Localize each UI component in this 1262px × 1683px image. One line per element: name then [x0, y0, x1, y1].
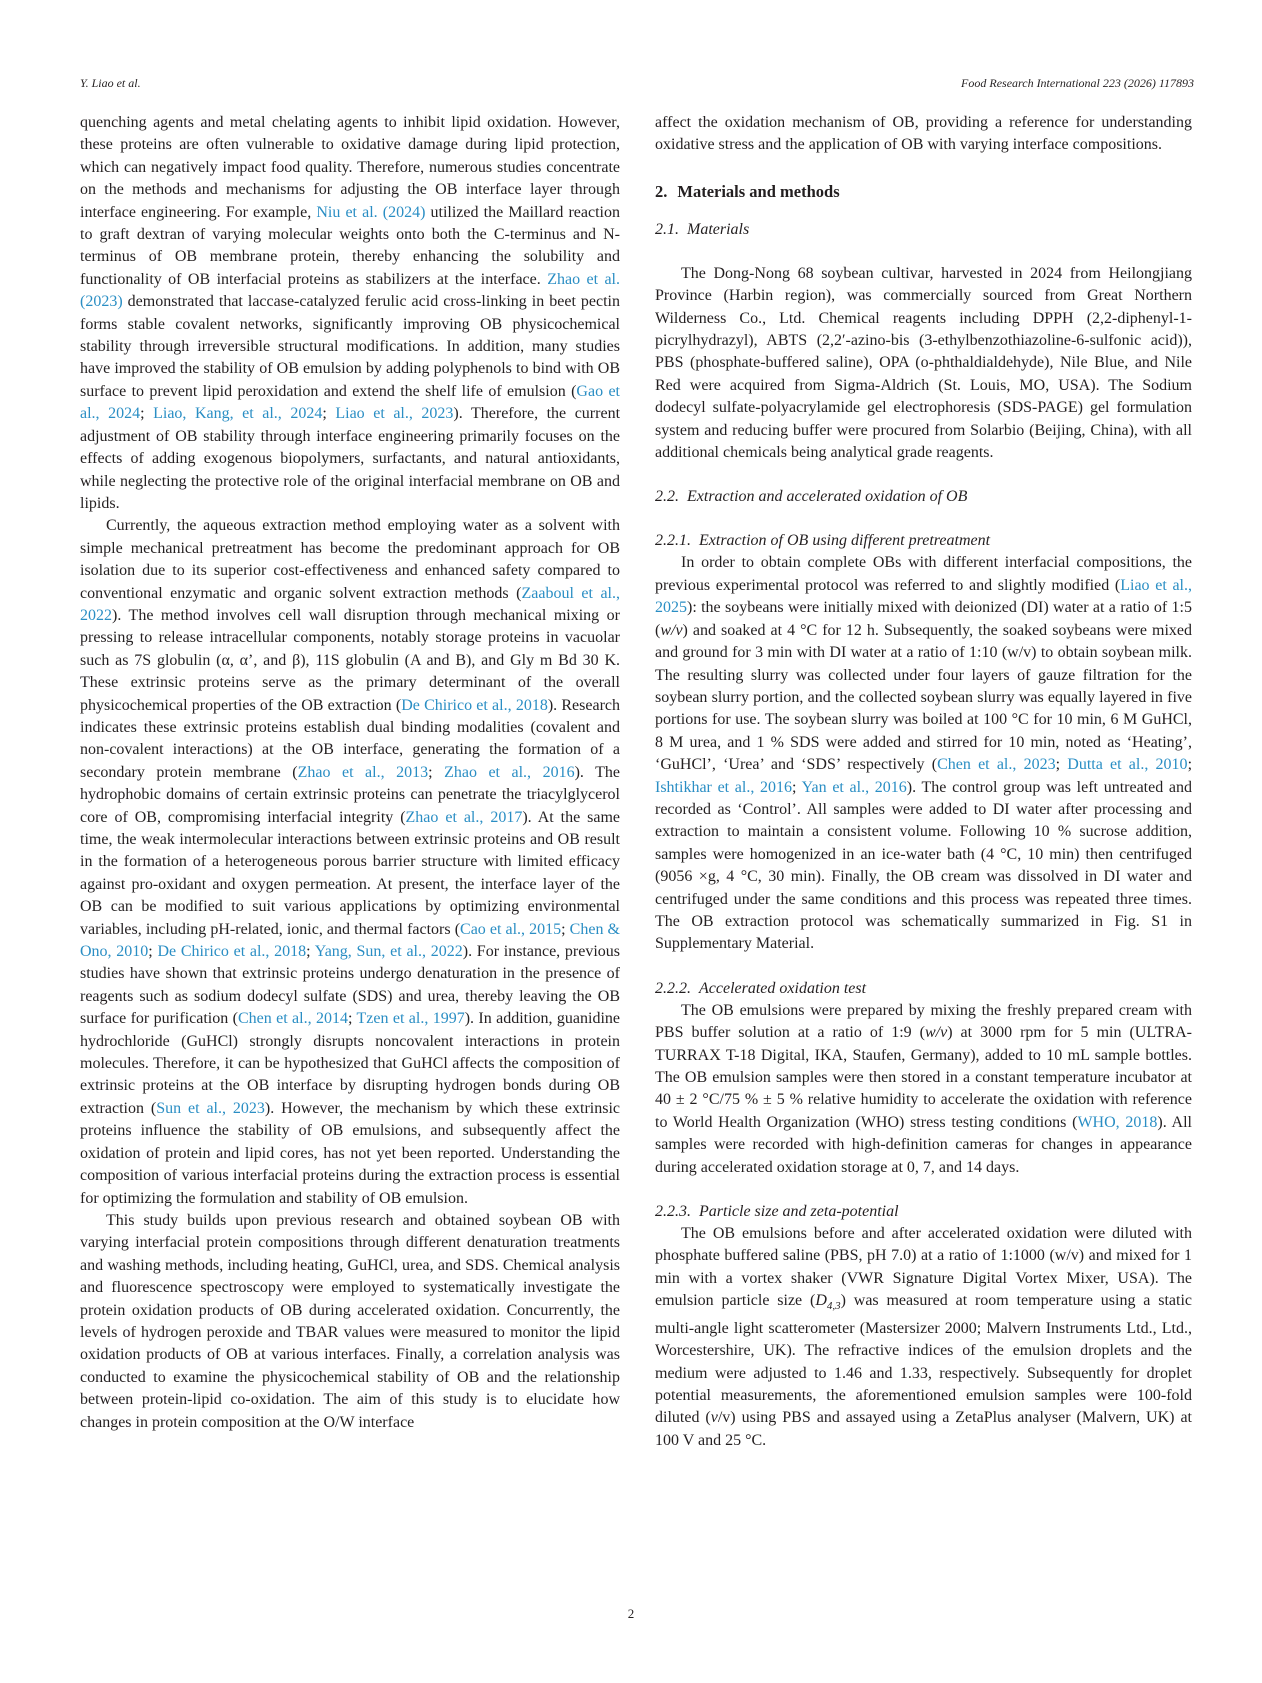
- accelerated-oxidation-paragraph: The OB emulsions were prepared by mixing the freshly prepared cream with PBS buffer solution at a ratio of 1:9 (w/v) at 3000 rpm for 5 min (ULTRA-TURRAX T-18 Digital, IKA, Staufen, Germany), added to 10 mL sample bottles. The OB emulsion samples were then stored in a constant temperature incubator at 40 ± 2 °C/75 % ± 5 % relative humidity to accelerate the oxidation with reference to World Health Organization (WHO) stress testing conditions (WHO, 2018). All samples were recorded with high-definition cameras for changes in appearance during accelerated oxidation storage at 0, 7, and 14 days.: [655, 1001, 1192, 1176]
- intro-paragraph-1: quenching agents and metal chelating agents to inhibit lipid oxidation. However, these proteins are often vulnerable to oxidative damage during lipid protection, which can negatively impact food quality. Therefore, numerous studies concentrate on the methods and mechanisms for adjusting the OB interface layer through interface engineering. For example, Niu et al. (2024) utilized the Maillard reaction to graft dextran of varying molecular weights onto both the C-terminus and N-terminus of OB membrane protein, thereby enhancing the solubility and functionality of OB interfacial proteins as stabilizers at the interface. Zhao et al. (2023) demonstrated that laccase-catalyzed ferulic acid cross-linking in beet pectin forms stable covalent networks, significantly improving OB physicochemical stability through irreversible structural modifications. In addition, many studies have improved the stability of OB emulsion by adding polyphenols to bind with OB surface to prevent lipid peroxidation and extend the shelf life of emulsion (Gao et al., 2024; Liao, Kang, et al., 2024; Liao et al., 2023). Therefore, the current adjustment of OB stability through interface engineering primarily focuses on the effects of adding exogenous biopolymers, surfactants, and natural antioxidants, while neglecting the protective role of the original interfacial membrane on OB and lipids.: [80, 114, 621, 512]
- running-head-authors: Y. Liao et al.: [80, 76, 141, 90]
- citation-link[interactable]: Yang, Sun, et al., 2022: [314, 943, 463, 961]
- citation-link[interactable]: Cao et al., 2015: [460, 920, 562, 938]
- subsubsection-heading-particle-size: 2.2.3. Particle size and zeta-potential: [655, 1203, 899, 1221]
- subsubsection-heading-pretreatment: 2.2.1. Extraction of OB using different pretreatment: [655, 532, 991, 550]
- citation-link[interactable]: Sun et al., 2023: [156, 1099, 265, 1117]
- citation-link[interactable]: Chen et al., 2014: [237, 1010, 348, 1028]
- citation-link[interactable]: Zhao et al., 2016: [444, 763, 575, 781]
- running-head-journal: Food Research International 223 (2026) 117893: [961, 76, 1194, 90]
- citation-link[interactable]: Zhao et al., 2013: [297, 763, 429, 781]
- citation-link[interactable]: Niu et al. (2024): [316, 203, 426, 221]
- citation-link[interactable]: Zaaboul et al., 2022: [80, 584, 621, 624]
- citation-link[interactable]: Chen et al., 2023: [937, 756, 1056, 774]
- citation-link[interactable]: Zhao et al. (2023): [80, 270, 621, 311]
- citation-link[interactable]: Tzen et al., 1997: [356, 1010, 465, 1028]
- citation-link[interactable]: Liao, Kang, et al., 2024: [153, 405, 323, 423]
- citation-link[interactable]: WHO, 2018: [1077, 1113, 1158, 1131]
- citation-link[interactable]: Gao et al., 2024: [80, 382, 621, 423]
- right-column: [655, 112, 1192, 1452]
- intro-paragraph-3: This study builds upon previous research and obtained soybean OB with varying interfacial protein compositions through different denaturation treatments and washing methods, including heating, GuHCl, urea, and SDS. Chemical analysis and fluorescence spectroscopy were employed to systematically investigate the protein oxidation products of OB during accelerated oxidation. Concurrently, the levels of hydrogen peroxide and TBAR values were measured to monitor the lipid oxidation products of OB at various interfaces. Finally, a correlation analysis was conducted to examine the physicochemical stability of OB and the relationship between protein-lipid co-oxidation. The aim of this study is to elucidate how changes in protein composition at the O/W interface: [80, 1211, 620, 1431]
- intro-paragraph-continued: affect the oxidation mechanism of OB, providing a reference for understanding oxidative stress and the application of OB with varying interface compositions.: [655, 114, 1192, 154]
- left-column: [80, 112, 620, 1434]
- citation-link[interactable]: Chen & Ono, 2010: [80, 920, 620, 961]
- page-number: 2: [627, 1606, 635, 1621]
- materials-paragraph: The Dong-Nong 68 soybean cultivar, harvested in 2024 from Heilongjiang Province (Harbin region), was commercially sourced from Great Northern Wilderness Co., Ltd. Chemical reagents including DPPH (2,2-diphenyl-1-picrylhydrazyl), ABTS (2,2′-azino-bis (3-ethylbenzothiazoline-6-sulfonic acid)), PBS (phosphate-buffered saline), OPA (o-phthaldialdehyde), Nile Blue, and Nile Red were acquired from Sigma-Aldrich (St. Louis, MO, USA). The Sodium dodecyl sulfate-polyacrylamide gel electrophoresis (SDS-PAGE) gel formulation system and reducing buffer were procured from Solarbio (Beijing, China), with all additional chemicals being analytical grade reagents.: [655, 264, 1192, 462]
- particle-size-paragraph: The OB emulsions before and after accelerated oxidation were diluted with phosphate buffered saline (PBS, pH 7.0) at a ratio of 1:1000 (w/v) and mixed for 1 min with a vortex shaker (VWR Signature Digital Vortex Mixer, USA). The emulsion particle size $(D_{4,3})$ was measured at room temperature using a static multi-angle light scatterometer (Mastersizer 2000; Malvern Instruments Ltd., Ltd., Worcestershire, UK). The refractive indices of the emulsion droplets and the medium were adjusted to 1.46 and 1.33, respectively. Subsequently for droplet potential measurements, the aforementioned emulsion samples were 100-fold diluted (v/v) using PBS and assayed using a ZetaPlus analyser (Malvern, UK) at 100 V and 25 °C.: [655, 1225, 1193, 1449]
- citation-link[interactable]: Dutta et al., 2010: [1067, 756, 1188, 774]
- subsection-heading-materials: 2.1. Materials: [655, 220, 750, 238]
- subsection-heading-extraction: 2.2. Extraction and accelerated oxidation of OB: [655, 488, 968, 506]
- citation-link[interactable]: Zhao et al., 2017: [405, 808, 523, 826]
- citation-link[interactable]: De Chirico et al., 2018: [157, 943, 307, 961]
- citation-link[interactable]: Ishtikhar et al., 2016: [655, 778, 793, 796]
- pretreatment-paragraph: In order to obtain complete OBs with different interfacial compositions, the previous experimental protocol was referred to and slightly modified (Liao et al., 2025): the soybeans were initially mixed with deionized (DI) water at a ratio of 1:5 (w/v) and soaked at 4 °C for 12 h. Subsequently, the soaked soybeans were mixed and ground for 3 min with DI water at a ratio of 1:10 (w/v) to obtain soybean milk. The resulting slurry was collected under four layers of gauze filtration for the soybean slurry portion, and the collected soybean slurry was equally layered in five portions for use. The soybean slurry was boiled at 100 °C for 10 min, 6 M GuHCl, 8 M urea, and 1 % SDS were added and stirred for 10 min, noted as ‘Heating’, ‘GuHCl’, ‘Urea’ and ‘SDS’ respectively (Chen et al., 2023; Dutta et al., 2010; Ishtikhar et al., 2016; Yan et al., 2016). The control group was left untreated and recorded as ‘Control’. All samples were added to DI water after processing and extraction to maintain a consistent volume. Following 10 % sucrose addition, samples were homogenized in an ice-water bath (4 °C, 10 min) then centrifuged (9056 ×g, 4 °C, 30 min). Finally, the OB cream was dissolved in DI water and centrifuged under the same conditions and this process was repeated three times. The OB extraction protocol was schematically summarized in Fig. S1 in Supplementary Material.: [655, 554, 1193, 953]
- citation-link[interactable]: Liao et al., 2025: [655, 576, 1192, 617]
- intro-paragraph-2: Currently, the aqueous extraction method employing water as a solvent with simple mechanical pretreatment has become the predominant approach for OB isolation due to its superior cost-effectiveness and enhanced safety compared to conventional enzymatic and organic solvent extraction methods (Zaaboul et al., 2022). The method involves cell wall disruption through mechanical mixing or pressing to release intracellular components, notably storage proteins in vacuolar such as 7S globulin (α, α’, and β), 11S globulin (A and B), and Gly m Bd 30 K. These extrinsic proteins serve as the primary determinant of the overall physicochemical properties of the OB extraction (De Chirico et al., 2018). Research indicates these extrinsic proteins establish dual binding modalities (covalent and non-covalent interactions) at the OB interface, generating the formation of a secondary protein membrane (Zhao et al., 2013; Zhao et al., 2016). The hydrophobic domains of certain extrinsic proteins can penetrate the triacylglycerol core of OB, compromising interfacial integrity (Zhao et al., 2017). At the same time, the weak intermolecular interactions between extrinsic proteins and OB result in the formation of a heterogeneous porous barrier structure with limited efficacy against pro-oxidant and oxygen permeation. At present, the interface layer of the OB can be modified to suit various applications by optimizing environmental variables, including pH-related, ionic, and thermal factors (Cao et al., 2015; Chen & Ono, 2010; De Chirico et al., 2018; Yang, Sun, et al., 2022). For instance, previous studies have shown that extrinsic proteins undergo denaturation in the presence of reagents such as sodium dodecyl sulfate (SDS) and urea, thereby leaving the OB surface for purification (Chen et al., 2014; Tzen et al., 1997). In addition, guanidine hydrochloride (GuHCl) strongly disrupts noncovalent interactions in protein molecules. Therefore, it can be hypothesized that GuHCl affects the composition of extrinsic proteins at the OB interface by disrupting hydrogen bonds during OB extraction (Sun et al., 2023). However, the mechanism by which these extrinsic proteins influence the stability of OB emulsions, and subsequently affect the oxidation of protein and lipid cores, has not yet been reported. Understanding the composition of various interfacial proteins during the extraction process is essential for optimizing the formulation and stability of OB emulsion.: [80, 517, 621, 1207]
- citation-link[interactable]: Liao et al., 2023: [335, 405, 454, 423]
- subsubsection-heading-accelerated-oxidation: 2.2.2. Accelerated oxidation test: [655, 979, 867, 997]
- citation-link[interactable]: Yan et al., 2016: [801, 778, 907, 796]
- citation-link[interactable]: De Chirico et al., 2018: [401, 696, 548, 714]
- section-heading-materials-methods: 2. Materials and methods: [655, 181, 840, 201]
